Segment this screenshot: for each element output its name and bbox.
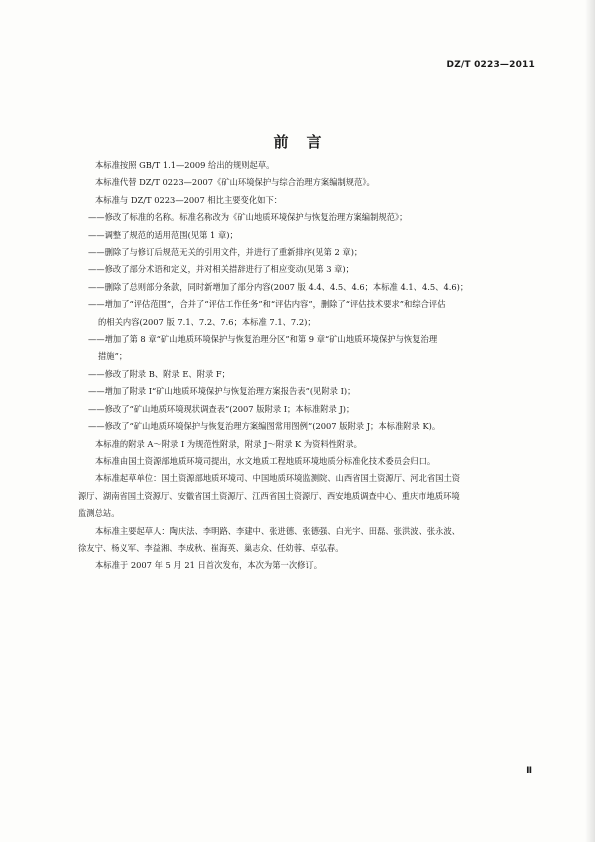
page-edge-shadow [585, 0, 595, 842]
change-item: ——增加了附录 I“矿山地质环境保护与恢复治理方案报告表”(见附录 I)； [88, 386, 356, 397]
paragraph-drafting-units-continuation: 监测总站。 [78, 508, 120, 519]
change-item: ——修改了附录 B、附录 E、附录 F； [88, 368, 230, 379]
change-item-continuation: 的相关内容(2007 版 7.1、7.2、7.6；本标准 7.1、7.2)； [98, 316, 316, 327]
change-item: ——删除了总则部分条款，同时新增加了部分内容(2007 版 4.4、4.5、4.6；本标准 4.1、4.5、4.6)； [88, 281, 469, 292]
paragraph-proposer: 本标准由国土资源部地质环境司提出，水文地质工程地质环境地质分标准化技术委员会归口。 [95, 455, 436, 466]
change-item-continuation: 措施”； [98, 351, 128, 362]
change-item: ——删除了与修订后规范无关的引用文件，并进行了重新排序(见第 2 章)； [88, 247, 363, 258]
paragraph-drafters-continuation: 徐友宁、杨义军、李益湘、李成秋、崔海英、巢志众、任幼蓉、卓弘春。 [78, 542, 344, 553]
paragraph-issue-history: 本标准于 2007 年 5 月 21 日首次发布，本次为第一次修订。 [95, 560, 323, 571]
paragraph-drafters: 本标准主要起草人：陶庆法、李明路、李建中、张进德、张德强、白光宇、田磊、张洪波、张永波、 [95, 525, 461, 536]
paragraph-drafting-units-continuation: 源厅、湖南省国土资源厅、安徽省国土资源厅、江西省国土资源厅、西安地质调查中心、重庆市地质环境 [78, 490, 460, 501]
change-item: ——修改了“矿山地质环境现状调查表”(2007 版附录 I；本标准附录 J)； [88, 403, 355, 414]
standard-code-header: DZ/T 0223—2011 [446, 60, 535, 70]
page-title: 前言 [273, 133, 340, 151]
change-item: ——增加了“评估范围”，合并了“评估工作任务”和“评估内容”，删除了“评估技术要求”和综合评估 [88, 299, 446, 310]
paragraph-drafting-rules: 本标准按照 GB/T 1.1—2009 给出的规则起草。 [95, 160, 275, 170]
paragraph-appendix-types: 本标准的附录 A～附录 I 为规范性附录，附录 J～附录 K 为资料性附录。 [95, 438, 362, 449]
change-item: ——修改了部分术语和定义，并对相关措辞进行了相应变动(见第 3 章)； [88, 264, 354, 275]
change-item: ——修改了“矿山地质环境保护与恢复治理方案编图常用图例”(2007 版附录 J；本标准附录 K)。 [88, 421, 441, 432]
paragraph-drafting-units: 本标准起草单位：国土资源部地质环境司、中国地质环境监测院、山西省国土资源厅、河北省国土资 [95, 473, 461, 484]
change-item: ——调整了规范的适用范围(见第 1 章)； [88, 229, 238, 240]
change-item: ——增加了第 8 章“矿山地质环境保护与恢复治理分区”和第 9 章“矿山地质环境保护与恢复治理 [88, 334, 438, 345]
foreword-body [78, 157, 546, 575]
page-number: Ⅱ [526, 766, 532, 776]
change-item: ——修改了标准的名称。标准名称改为《矿山地质环境保护与恢复治理方案编制规范》； [88, 212, 408, 223]
paragraph-replaces: 本标准代替 DZ/T 0223—2007《矿山环境保护与综合治理方案编制规范》。 [95, 177, 375, 188]
paragraph-changes-intro: 本标准与 DZ/T 0223—2007 相比主要变化如下： [95, 194, 283, 205]
